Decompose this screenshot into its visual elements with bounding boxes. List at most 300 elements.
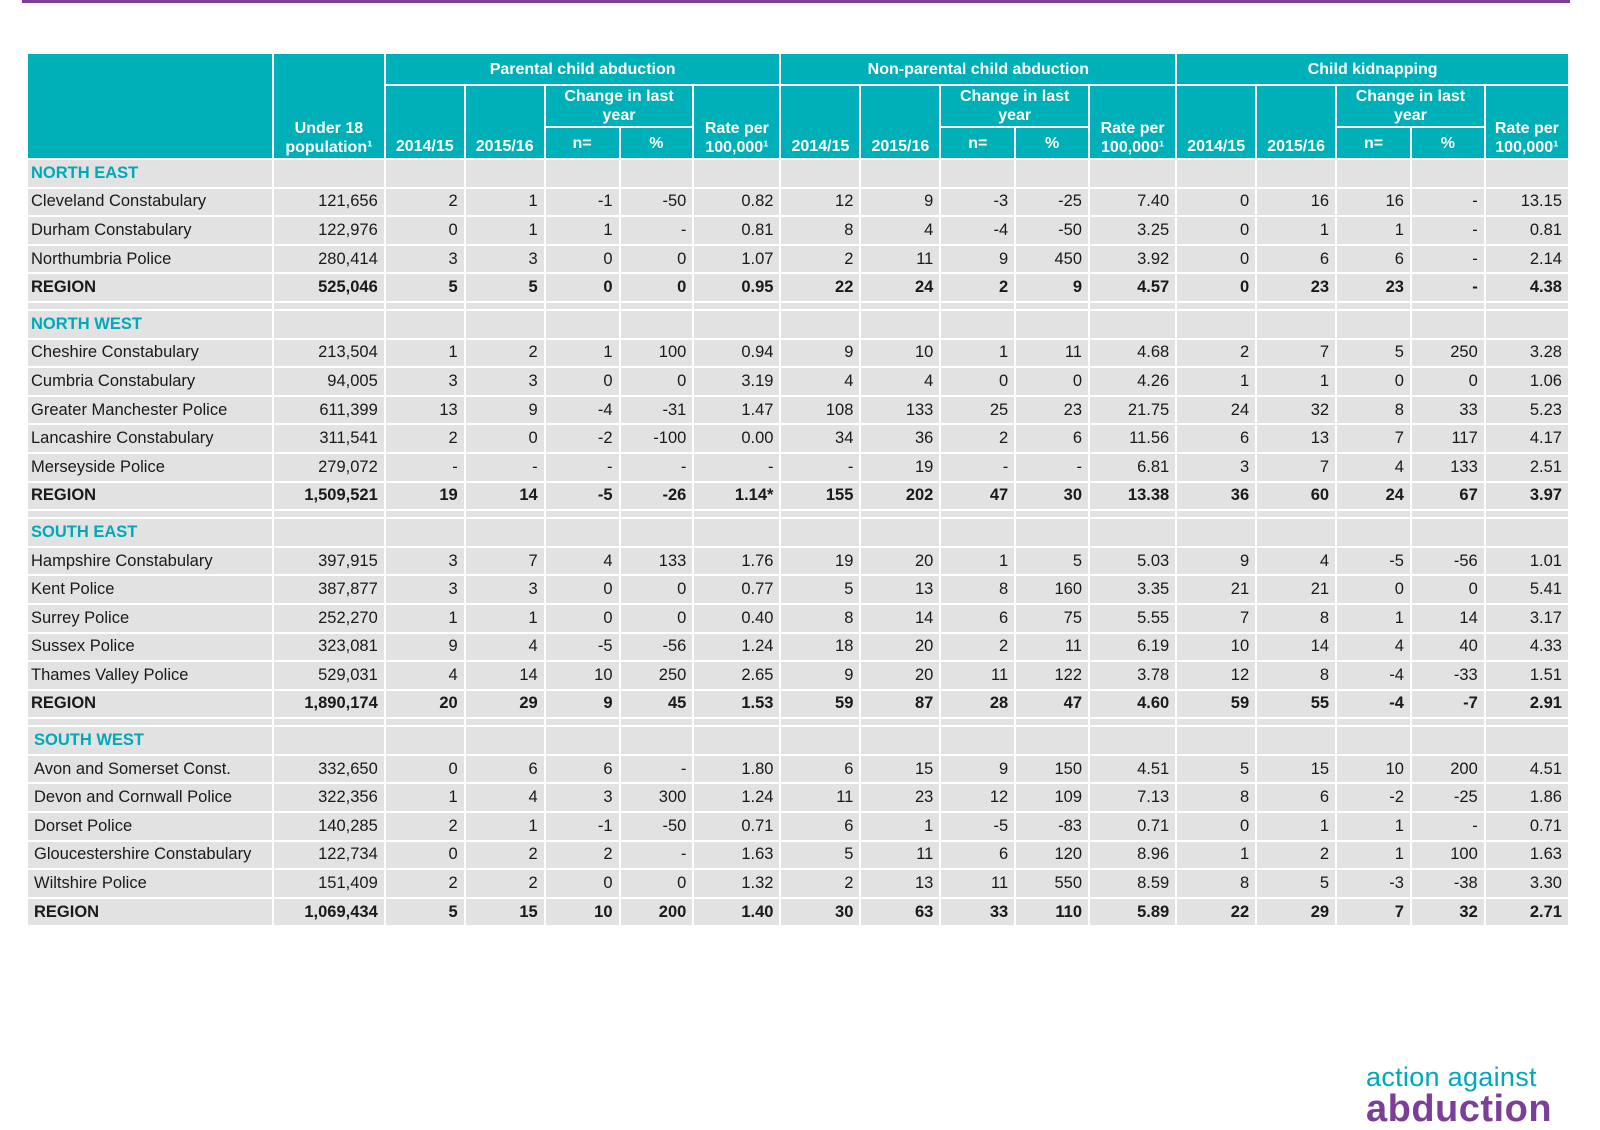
table-row [27,783,1569,812]
table-cell: 1 [465,216,545,245]
table-cell: - [620,755,694,784]
table-cell: 5 [1015,547,1089,576]
table-cell: 387,877 [273,575,385,604]
table-cell: 4 [385,661,465,690]
spacer-cell [27,302,273,310]
spacer-cell [780,718,860,726]
force-name: Durham Constabulary [27,216,273,245]
table-cell: 20 [860,633,940,662]
header-rate: Rate per 100,000¹ [693,85,780,159]
table-cell: 0 [1176,216,1256,245]
table-cell: -4 [545,396,620,425]
total-cell: 13.38 [1089,482,1176,511]
table-cell: 4.51 [1089,755,1176,784]
table-cell: 2 [780,869,860,898]
table-cell: - [780,453,860,482]
force-name: Wiltshire Police [27,869,273,898]
spacer-row [27,302,1569,310]
table-cell: 6 [1015,424,1089,453]
table-cell: 4 [860,216,940,245]
empty-cell [860,726,940,755]
table-cell: 21.75 [1089,396,1176,425]
table-cell: 2.14 [1485,245,1569,274]
header-change: Change in last year [545,85,694,127]
table-cell: 109 [1015,783,1089,812]
spacer-cell [1485,510,1569,518]
table-cell: 9 [780,661,860,690]
table-cell: 32 [1256,396,1336,425]
total-cell: 55 [1256,690,1336,719]
header-rate: Rate per 100,000¹ [1089,85,1176,159]
table-cell: 21 [1256,575,1336,604]
spacer-cell [620,718,694,726]
table-cell: 5 [780,575,860,604]
table-cell: 11 [860,841,940,870]
spacer-cell [1336,510,1411,518]
table-cell: 108 [780,396,860,425]
table-cell: 13 [1256,424,1336,453]
table-cell: 11 [940,869,1015,898]
table-cell: 3 [385,547,465,576]
empty-cell [1176,726,1256,755]
region-total-row [27,273,1569,302]
table-cell: 2 [1176,339,1256,368]
table-cell: 1 [545,339,620,368]
total-cell: 59 [780,690,860,719]
empty-cell [273,726,385,755]
table-cell: 0 [1336,367,1411,396]
table-cell: 2 [385,188,465,217]
table-cell: 150 [1015,755,1089,784]
table-cell: 151,409 [273,869,385,898]
header-pct: % [1015,127,1089,159]
table-cell: 0 [620,869,694,898]
spacer-cell [1256,302,1336,310]
header-year-2014: 2014/15 [385,85,465,159]
total-cell: 24 [860,273,940,302]
table-cell: 1.07 [693,245,780,274]
table-cell: 10 [860,339,940,368]
table-cell: 1.32 [693,869,780,898]
total-cell: 33 [940,898,1015,927]
empty-cell [1336,310,1411,339]
table-cell: 1 [465,812,545,841]
region-total-label: REGION [27,690,273,719]
empty-cell [1089,726,1176,755]
empty-cell [1176,159,1256,188]
table-cell: -5 [545,633,620,662]
spacer-cell [860,302,940,310]
table-cell: 2 [780,245,860,274]
table-cell: -33 [1411,661,1485,690]
spacer-cell [545,510,620,518]
total-cell: 24 [1336,482,1411,511]
spacer-cell [693,302,780,310]
force-name: Hampshire Constabulary [27,547,273,576]
empty-cell [1485,726,1569,755]
spacer-cell [1015,510,1089,518]
table-cell: 9 [780,339,860,368]
table-row [27,216,1569,245]
header-rate: Rate per 100,000¹ [1485,85,1569,159]
table-cell: 0.71 [1485,812,1569,841]
table-cell: - [620,216,694,245]
total-cell: 36 [1176,482,1256,511]
spacer-cell [1176,510,1256,518]
total-cell: 45 [620,690,694,719]
table-row [27,841,1569,870]
spacer-cell [620,510,694,518]
table-cell: 3.19 [693,367,780,396]
spacer-cell [1411,510,1485,518]
table-cell: 9 [1176,547,1256,576]
table-cell: 7.40 [1089,188,1176,217]
header-pct: % [1411,127,1485,159]
table-cell: 279,072 [273,453,385,482]
spacer-cell [1176,718,1256,726]
region-total-label: REGION [27,898,273,927]
total-cell: 23 [1336,273,1411,302]
table-cell: 133 [1411,453,1485,482]
table-cell: 3 [465,245,545,274]
total-cell: -26 [620,482,694,511]
spacer-row [27,510,1569,518]
force-name: Northumbria Police [27,245,273,274]
table-cell: 9 [385,633,465,662]
table-cell: 280,414 [273,245,385,274]
table-cell: 0 [620,367,694,396]
table-cell: 24 [1176,396,1256,425]
table-cell: 117 [1411,424,1485,453]
table-cell: -25 [1411,783,1485,812]
table-cell: - [385,453,465,482]
table-cell: -38 [1411,869,1485,898]
table-cell: 21 [1176,575,1256,604]
table-cell: 16 [1256,188,1336,217]
spacer-cell [465,302,545,310]
total-cell: 4.38 [1485,273,1569,302]
empty-cell [1336,726,1411,755]
spacer-cell [27,718,273,726]
total-cell: 2.91 [1485,690,1569,719]
spacer-cell [273,510,385,518]
total-cell: 202 [860,482,940,511]
table-cell: 4.33 [1485,633,1569,662]
empty-cell [1176,310,1256,339]
table-cell: 0.40 [693,604,780,633]
table-cell: -3 [1336,869,1411,898]
empty-cell [1015,159,1089,188]
empty-cell [465,310,545,339]
total-cell: 7 [1336,898,1411,927]
total-cell: 29 [1256,898,1336,927]
total-cell: 30 [780,898,860,927]
spacer-cell [1336,302,1411,310]
table-cell: -50 [620,188,694,217]
table-cell: -3 [940,188,1015,217]
header-group-parental: Parental child abduction [385,53,781,85]
total-cell: 4.57 [1089,273,1176,302]
table-cell: - [465,453,545,482]
table-cell: 9 [860,188,940,217]
total-cell: 9 [1015,273,1089,302]
spacer-cell [620,302,694,310]
table-cell: 11 [780,783,860,812]
total-cell: 5.89 [1089,898,1176,927]
total-cell: 22 [1176,898,1256,927]
table-cell: 5.03 [1089,547,1176,576]
table-cell: 12 [780,188,860,217]
region-name: SOUTH WEST [27,726,273,755]
total-cell: 0 [1176,273,1256,302]
table-cell: 1 [940,339,1015,368]
empty-cell [1256,159,1336,188]
total-cell: 1.53 [693,690,780,719]
empty-cell [1485,518,1569,547]
table-cell: 0 [385,216,465,245]
spacer-cell [780,302,860,310]
empty-cell [273,310,385,339]
total-cell: 15 [465,898,545,927]
table-row [27,547,1569,576]
total-cell: 2.71 [1485,898,1569,927]
table-cell: 200 [1411,755,1485,784]
total-cell: 47 [940,482,1015,511]
spacer-cell [1256,510,1336,518]
empty-cell [1336,518,1411,547]
table-cell: 0 [620,604,694,633]
total-cell: 1,069,434 [273,898,385,927]
table-row [27,661,1569,690]
force-name: Cleveland Constabulary [27,188,273,217]
table-cell: 20 [860,661,940,690]
total-cell: 110 [1015,898,1089,927]
region-total-row [27,482,1569,511]
empty-cell [780,159,860,188]
table-cell: 2 [465,841,545,870]
table-cell: 1.06 [1485,367,1569,396]
empty-cell [780,518,860,547]
spacer-cell [385,510,465,518]
table-cell: 5 [1336,339,1411,368]
empty-cell [545,518,620,547]
table-cell: 450 [1015,245,1089,274]
total-cell: 200 [620,898,694,927]
total-cell: 22 [780,273,860,302]
table-cell: 2 [545,841,620,870]
table-cell: 8 [780,216,860,245]
table-cell: 133 [620,547,694,576]
table-cell: 8 [1256,661,1336,690]
table-cell: 100 [620,339,694,368]
table-cell: 4 [1256,547,1336,576]
table-cell: 3.78 [1089,661,1176,690]
table-cell: -31 [620,396,694,425]
empty-cell [545,159,620,188]
table-cell: 4 [465,633,545,662]
total-cell: 32 [1411,898,1485,927]
region-heading-row [27,518,1569,547]
table-cell: 6 [1256,783,1336,812]
table-cell: 4 [780,367,860,396]
force-name: Merseyside Police [27,453,273,482]
spacer-cell [27,510,273,518]
table-cell: 11 [860,245,940,274]
table-cell: - [1411,245,1485,274]
spacer-cell [273,718,385,726]
table-cell: 7 [1256,453,1336,482]
header-year-2014: 2014/15 [1176,85,1256,159]
spacer-cell [1015,718,1089,726]
table-row [27,424,1569,453]
table-cell: 3 [465,575,545,604]
total-cell: 1.40 [693,898,780,927]
total-cell: 60 [1256,482,1336,511]
table-cell: 0.81 [693,216,780,245]
table-cell: 0.71 [1089,812,1176,841]
table-cell: 8 [780,604,860,633]
table-cell: 2.65 [693,661,780,690]
table-cell: 122,734 [273,841,385,870]
table-cell: 3.30 [1485,869,1569,898]
table-cell: 3 [545,783,620,812]
table-cell: 8.96 [1089,841,1176,870]
table-cell: -1 [545,188,620,217]
abduction-statistics-table [26,52,1570,927]
header-population: Under 18 population¹ [273,53,385,159]
table-cell: 18 [780,633,860,662]
header-year-2015: 2015/16 [1256,85,1336,159]
table-cell: 19 [780,547,860,576]
table-cell: 122 [1015,661,1089,690]
force-name: Dorset Police [27,812,273,841]
table-cell: -25 [1015,188,1089,217]
total-cell: 0 [620,273,694,302]
force-name: Greater Manchester Police [27,396,273,425]
table-cell: 9 [465,396,545,425]
table-cell: - [1411,812,1485,841]
table-cell: 2.51 [1485,453,1569,482]
table-cell: 550 [1015,869,1089,898]
table-cell: 4 [860,367,940,396]
total-cell: -4 [1336,690,1411,719]
spacer-cell [1015,302,1089,310]
table-cell: 1.63 [1485,841,1569,870]
table-cell: 252,270 [273,604,385,633]
table-cell: 5.55 [1089,604,1176,633]
total-cell: 59 [1176,690,1256,719]
table-cell: 1 [1256,812,1336,841]
region-total-label: REGION [27,482,273,511]
header-n: n= [940,127,1015,159]
table-cell: -2 [1336,783,1411,812]
table-cell: 3 [385,245,465,274]
table-row [27,812,1569,841]
header-change: Change in last year [940,85,1089,127]
header-group-kidnapping: Child kidnapping [1176,53,1569,85]
header-group-nonparental: Non-parental child abduction [780,53,1176,85]
table-cell: 11 [1015,633,1089,662]
total-cell: 3.97 [1485,482,1569,511]
table-cell: -50 [620,812,694,841]
header-year-2015: 2015/16 [860,85,940,159]
table-cell: 1 [1176,367,1256,396]
table-cell: 0 [1176,812,1256,841]
table-cell: 4.68 [1089,339,1176,368]
table-row [27,188,1569,217]
spacer-cell [1485,718,1569,726]
table-cell: 6 [940,841,1015,870]
table-cell: 0 [620,575,694,604]
table-cell: 3.28 [1485,339,1569,368]
empty-cell [1256,310,1336,339]
table-cell: -1 [545,812,620,841]
table-cell: 2 [465,339,545,368]
force-name: Cheshire Constabulary [27,339,273,368]
table-cell: 2 [940,633,1015,662]
table-cell: 1 [1336,216,1411,245]
table-cell: 7 [465,547,545,576]
table-cell: 5.23 [1485,396,1569,425]
total-cell: 20 [385,690,465,719]
table-cell: 7 [1176,604,1256,633]
table-cell: 3 [465,367,545,396]
table-cell: 0 [1015,367,1089,396]
empty-cell [620,310,694,339]
total-cell: 9 [545,690,620,719]
region-heading-row [27,310,1569,339]
table-cell: 6 [1336,245,1411,274]
table-cell: 323,081 [273,633,385,662]
empty-cell [1089,310,1176,339]
empty-cell [940,159,1015,188]
spacer-cell [1485,302,1569,310]
empty-cell [940,726,1015,755]
table-cell: 300 [620,783,694,812]
region-name: NORTH WEST [27,310,273,339]
table-cell: 1 [385,783,465,812]
spacer-cell [693,510,780,518]
table-cell: 0 [385,755,465,784]
table-cell: 9 [940,245,1015,274]
total-cell: 2 [940,273,1015,302]
table-cell: 311,541 [273,424,385,453]
table-cell: 2 [940,424,1015,453]
table-cell: 6 [780,755,860,784]
empty-cell [860,518,940,547]
total-cell: 14 [465,482,545,511]
table-cell: 133 [860,396,940,425]
table-cell: 1.86 [1485,783,1569,812]
empty-cell [1015,310,1089,339]
empty-cell [385,310,465,339]
table-cell: 12 [940,783,1015,812]
spacer-cell [860,718,940,726]
total-cell: 1,890,174 [273,690,385,719]
total-cell: 87 [860,690,940,719]
empty-cell [620,159,694,188]
table-cell: 13 [385,396,465,425]
table-cell: 0 [1411,575,1485,604]
total-cell: -5 [545,482,620,511]
empty-cell [1485,310,1569,339]
region-name: SOUTH EAST [27,518,273,547]
empty-cell [273,159,385,188]
spacer-cell [1411,718,1485,726]
force-name: Avon and Somerset Const. [27,755,273,784]
force-name: Gloucestershire Constabulary [27,841,273,870]
table-cell: 6 [940,604,1015,633]
